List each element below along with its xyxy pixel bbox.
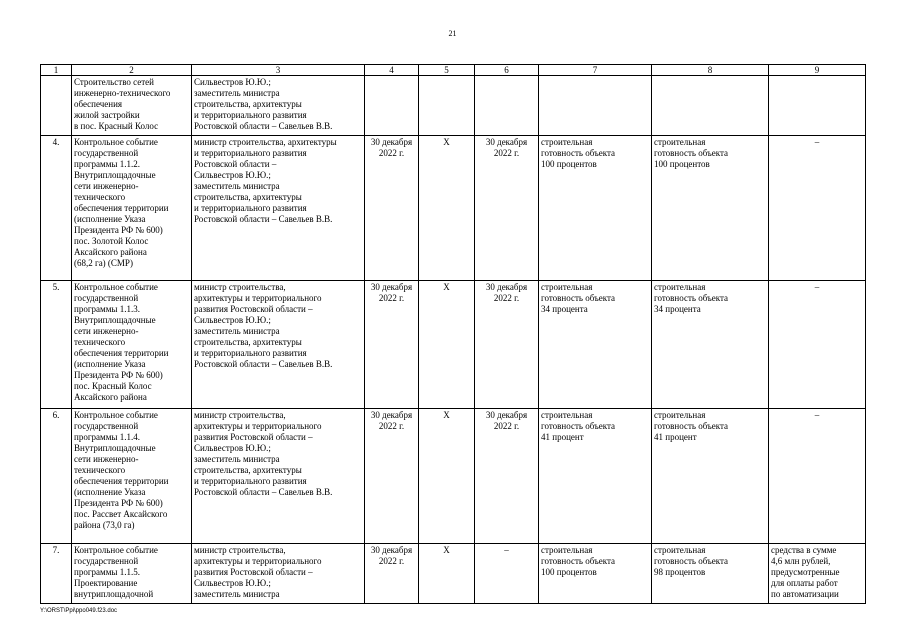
event-name-cell: Контрольное событие государственной программы 1.1.2. Внутриплощадочные сети инженерно- технического обеспечения территории (исполнение Указа Президента РФ № 600) пос. Золотой Колос Аксайского района (68,2 га) (СМР) (72, 136, 192, 281)
actual-result-cell: строительная готовность объекта 100 процентов (652, 136, 769, 281)
fact-date-cell: 30 декабря 2022 г. (475, 136, 539, 281)
row-number-cell: 6. (41, 409, 72, 544)
col5-cell: Х (419, 409, 475, 544)
planned-result-cell: строительная готовность объекта 100 процентов (539, 544, 652, 604)
responsible-cell: министр строительства, архитектуры и территориального развития Ростовской области – Сильвестров Ю.Ю.; заместитель министра строительства, архитектуры и территориального развития Ростовской области – Савельев В.В. (192, 136, 365, 281)
planned-result-cell: строительная готовность объекта 100 процентов (539, 136, 652, 281)
row-number-cell: 5. (41, 281, 72, 409)
col5-cell: Х (419, 544, 475, 604)
plan-date-cell (365, 76, 419, 136)
note-cell: – (769, 136, 866, 281)
header-cell: 6 (475, 65, 539, 76)
fact-date-cell: 30 декабря 2022 г. (475, 281, 539, 409)
note-cell: – (769, 409, 866, 544)
header-cell: 8 (652, 65, 769, 76)
actual-result-cell: строительная готовность объекта 98 процентов (652, 544, 769, 604)
note-cell: средства в сумме 4,6 млн рублей, предусмотренные для оплаты работ по автоматизации (769, 544, 866, 604)
header-cell: 5 (419, 65, 475, 76)
table-row (41, 281, 866, 409)
file-path-footer: Y:\ORST\Ppi\ppo049.f23.doc (40, 608, 118, 614)
header-cell: 7 (539, 65, 652, 76)
col5-cell: Х (419, 136, 475, 281)
plan-date-cell: 30 декабря 2022 г. (365, 136, 419, 281)
header-cell: 1 (41, 65, 72, 76)
row-number-cell: 4. (41, 136, 72, 281)
header-cell: 2 (72, 65, 192, 76)
planned-result-cell (539, 76, 652, 136)
table-row (41, 136, 866, 281)
planned-result-cell: строительная готовность объекта 41 процент (539, 409, 652, 544)
header-cell: 9 (769, 65, 866, 76)
responsible-cell: министр строительства, архитектуры и территориального развития Ростовской области – Сильвестров Ю.Ю.; заместитель министра строительства, архитектуры и территориального развития Ростовской области – Савельев В.В. (192, 281, 365, 409)
event-name-cell: Контрольное событие государственной программы 1.1.5. Проектирование внутриплощадочной (72, 544, 192, 604)
fact-date-cell: 30 декабря 2022 г. (475, 409, 539, 544)
col5-cell: Х (419, 281, 475, 409)
planned-result-cell: строительная готовность объекта 34 процента (539, 281, 652, 409)
table-row (41, 76, 866, 136)
event-name-cell: Контрольное событие государственной программы 1.1.3. Внутриплощадочные сети инженерно- технического обеспечения территории (исполнение Указа Президента РФ № 600) пос. Красный Колос Аксайского района (72, 281, 192, 409)
responsible-cell: Сильвестров Ю.Ю.; заместитель министра строительства, архитектуры и территориального развития Ростовской области – Савельев В.В. (192, 76, 365, 136)
event-name-cell: Контрольное событие государственной программы 1.1.4. Внутриплощадочные сети инженерно- технического обеспечения территории (исполнение Указа Президента РФ № 600) пос. Рассвет Аксайского района (73,0 га) (72, 409, 192, 544)
responsible-cell: министр строительства, архитектуры и территориального развития Ростовской области – Сильвестров Ю.Ю.; заместитель министра (192, 544, 365, 604)
fact-date-cell: – (475, 544, 539, 604)
responsible-cell: министр строительства, архитектуры и территориального развития Ростовской области – Сильвестров Ю.Ю.; заместитель министра строительства, архитектуры и территориального развития Ростовской области – Савельев В.В. (192, 409, 365, 544)
note-cell: – (769, 281, 866, 409)
event-name-cell: Строительство сетей инженерно-технического обеспечения жилой застройки в пос. Красный Колос (72, 76, 192, 136)
plan-date-cell: 30 декабря 2022 г. (365, 544, 419, 604)
fact-date-cell (475, 76, 539, 136)
header-row (41, 65, 866, 76)
table-row (41, 544, 866, 604)
actual-result-cell: строительная готовность объекта 41 процент (652, 409, 769, 544)
events-table (40, 64, 866, 604)
header-cell: 4 (365, 65, 419, 76)
note-cell (769, 76, 866, 136)
table-row (41, 409, 866, 544)
plan-date-cell: 30 декабря 2022 г. (365, 409, 419, 544)
actual-result-cell: строительная готовность объекта 34 процента (652, 281, 769, 409)
plan-date-cell: 30 декабря 2022 г. (365, 281, 419, 409)
col5-cell (419, 76, 475, 136)
row-number-cell: 7. (41, 544, 72, 604)
header-cell: 3 (192, 65, 365, 76)
row-number-cell (41, 76, 72, 136)
actual-result-cell (652, 76, 769, 136)
page-number: 21 (448, 29, 457, 38)
